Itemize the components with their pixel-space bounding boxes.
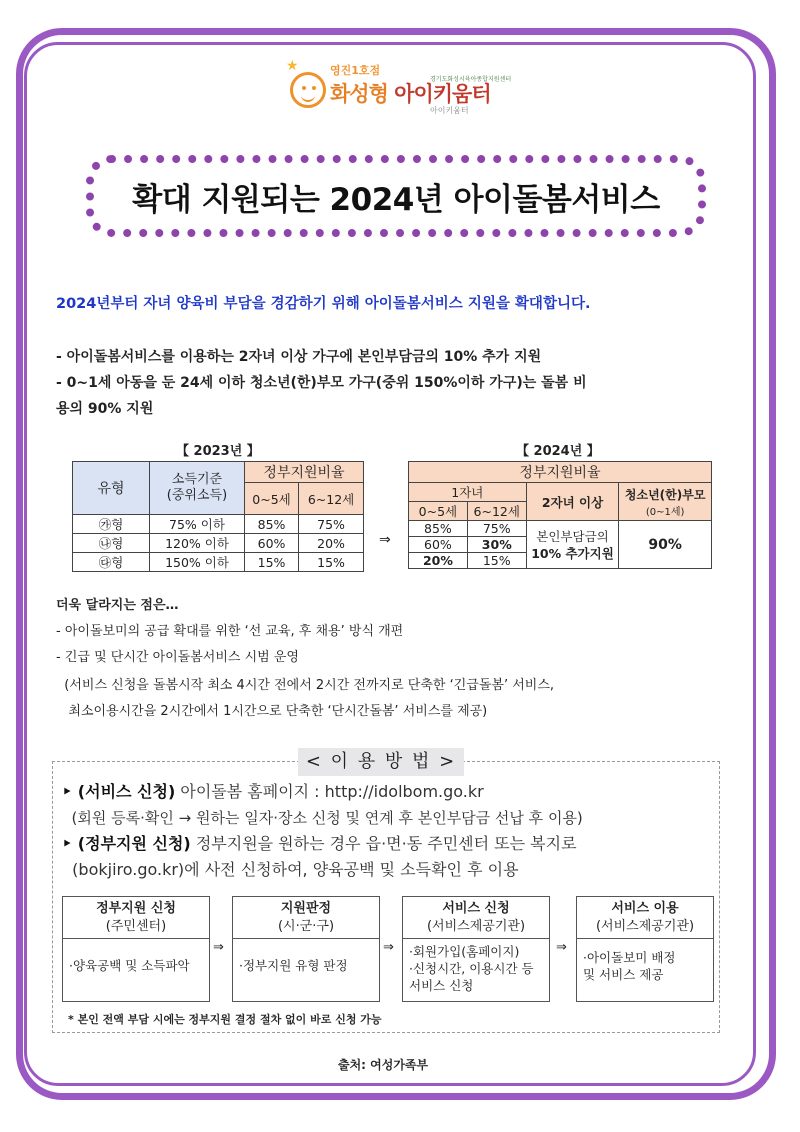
cell: 150% 이하	[150, 553, 245, 572]
cell: ㉯형	[73, 534, 150, 553]
changes-heading: 더욱 달라지는 점은…	[56, 598, 179, 613]
bullet-2-cont: 용의 90% 지원	[56, 401, 154, 417]
changes-line-3: (서비스 신청을 돌봄시작 최소 4시간 전에서 2시간 전까지로 단축한 ‘긴급돌봄’ 서비스,	[56, 678, 555, 693]
table-row	[73, 553, 364, 572]
usage-line-1: ‣ (서비스 신청) 아이돌봄 홈페이지 : http://idolbom.go.kr	[62, 782, 484, 801]
logo-tagline: 영진1호점	[330, 64, 381, 77]
arrow-icon: ⇒	[379, 532, 391, 548]
table-2023-caption: 【 2023년 】	[176, 444, 260, 459]
changes-line-1: - 아이돌보미의 공급 확대를 위한 ‘선 교육, 후 채용’ 방식 개편	[56, 624, 404, 639]
cell: 85%	[409, 521, 468, 537]
cell: 15%	[467, 553, 526, 569]
table-row	[73, 534, 364, 553]
arrow-icon: ⇒	[383, 940, 394, 955]
page-title: 확대 지원되는 2024년 아이돌봄서비스	[132, 181, 660, 218]
cell: 20%	[409, 553, 468, 569]
table-2023	[72, 461, 364, 572]
center-logo	[286, 58, 520, 120]
source-text: 출처: 여성가족부	[338, 1058, 429, 1072]
flow-step-3: 서비스 신청 (서비스제공기관) ·회원가입(홈페이지) ·신청시간, 이용시간 등 서비스 신청	[402, 896, 550, 1002]
th-type: 유형	[73, 462, 150, 515]
lead-text: 2024년부터 자녀 양육비 부담을 경감하기 위해 아이돌봄서비스 지원을 확대합니다.	[56, 296, 591, 312]
cell: 120% 이하	[150, 534, 245, 553]
th-age1: 0~5세	[245, 483, 299, 515]
arrow-icon: ⇒	[213, 940, 224, 955]
th-age1: 0~5세	[409, 502, 468, 521]
two-children-cell: 본인부담금의 10% 추가지원	[526, 521, 619, 569]
smiley-face-icon	[290, 72, 326, 108]
arrow-icon: ⇒	[556, 940, 567, 955]
cell: 30%	[467, 537, 526, 553]
table-2024-caption: 【 2024년 】	[516, 444, 600, 459]
bullet-2: - 0~1세 아동을 둔 24세 이하 청소년(한)부모 가구(중위 150%이하 가구)는 돌봄 비	[56, 375, 587, 391]
changes-line-4: 최소이용시간을 2시간에서 1시간으로 단축한 ‘단시간돌봄’ 서비스를 제공)	[56, 704, 488, 719]
cell: ㉰형	[73, 553, 150, 572]
table-row	[73, 515, 364, 534]
usage-line-2: (회원 등록·확인 → 원하는 일자·장소 신청 및 연계 후 본인부담금 선납 후 이용)	[62, 809, 583, 827]
usage-title: < 이 용 방 법 >	[298, 748, 464, 776]
usage-line-4: (bokjiro.go.kr)에 사전 신청하여, 양육공백 및 소득확인 후 이용	[62, 860, 519, 879]
cell: 15%	[299, 553, 364, 572]
star-icon: ★	[286, 58, 299, 74]
cell: 75%	[299, 515, 364, 534]
cell: 75%	[467, 521, 526, 537]
bullet-1: - 아이돌봄서비스를 이용하는 2자녀 이상 가구에 본인부담금의 10% 추가 지원	[56, 349, 542, 365]
logo-name: 화성형 아이키움터	[330, 82, 491, 106]
th-ratio: 정부지원비율	[409, 462, 712, 483]
cell: 60%	[245, 534, 299, 553]
th-age2: 6~12세	[467, 502, 526, 521]
flow-step-1: 정부지원 신청 (주민센터) ·양육공백 및 소득파악	[62, 896, 210, 1002]
cell: 75% 이하	[150, 515, 245, 534]
th-age2: 6~12세	[299, 483, 364, 515]
th-ratio: 정부지원비율	[245, 462, 364, 483]
changes-line-2: - 긴급 및 단시간 아이돌봄서비스 시범 운영	[56, 650, 299, 665]
cell: 85%	[245, 515, 299, 534]
cell: 20%	[299, 534, 364, 553]
table-row	[409, 521, 712, 537]
th-two-children: 2자녀 이상	[526, 483, 619, 521]
usage-note: * 본인 전액 부담 시에는 정부지원 결정 절차 없이 바로 신청 가능	[68, 1013, 382, 1026]
title-box	[86, 155, 706, 237]
cell: 60%	[409, 537, 468, 553]
th-one-child: 1자녀	[409, 483, 527, 502]
logo-sub: 아이키움터	[430, 106, 469, 115]
cell: 15%	[245, 553, 299, 572]
th-income: 소득기준 (중위소득)	[150, 462, 245, 515]
usage-line-3: ‣ (정부지원 신청) 정부지원을 원하는 경우 읍·면·동 주민센터 또는 복지로	[62, 834, 577, 853]
flow-step-4: 서비스 이용 (서비스제공기관) ·아이돌보미 배정 및 서비스 제공	[576, 896, 714, 1002]
logo-org: 경기도화성시육아종합지원센터	[430, 76, 512, 83]
teen-parent-cell: 90%	[619, 521, 712, 569]
th-teen-parent: 청소년(한)부모 (0~1세)	[619, 483, 712, 521]
flow-step-2: 지원판정 (시·군·구) ·정부지원 유형 판정	[232, 896, 380, 1002]
table-2024	[408, 461, 712, 569]
cell: ㉮형	[73, 515, 150, 534]
